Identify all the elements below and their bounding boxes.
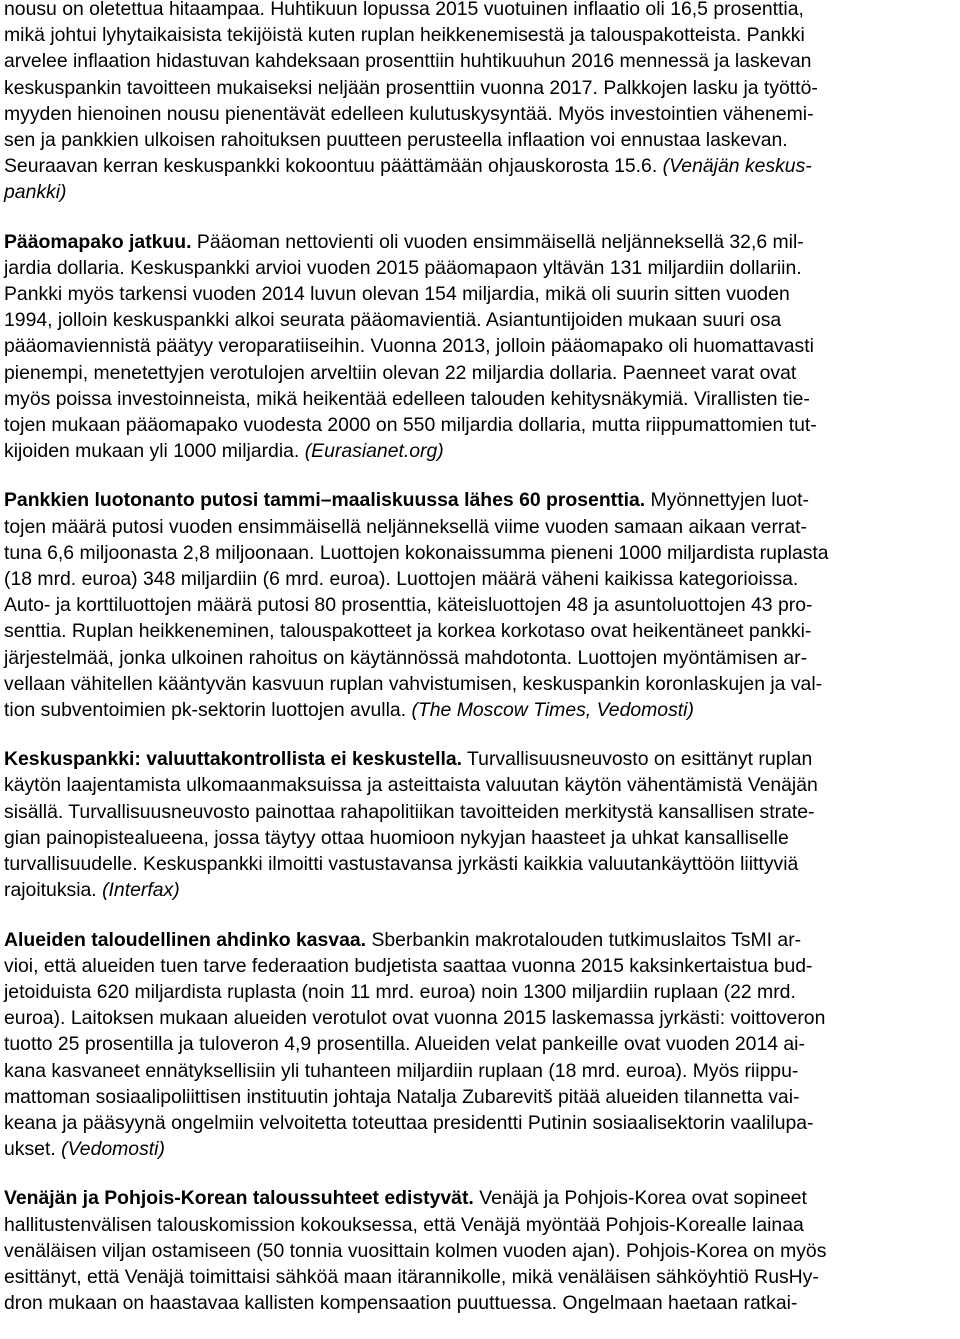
body-text: pääomaviennistä päätyy veroparatiiseihin. Vuonna 2013, jolloin pääomapako oli huomattavasti	[4, 335, 814, 358]
body-text: Auto- ja korttiluottojen määrä putosi 80 prosenttia, käteisluottojen 48 ja asuntoluottojen 43 pro-	[4, 594, 813, 617]
text-line	[4, 1031, 954, 1057]
source-citation: (Venäjän keskus-	[662, 155, 812, 178]
section-capital-flight	[4, 229, 954, 465]
text-line	[4, 1084, 954, 1110]
text-line	[4, 386, 954, 412]
section-headline: Pankkien luotonanto putosi tammi–maaliskuussa lähes 60 prosenttia.	[4, 489, 646, 512]
text-line	[4, 566, 954, 592]
body-text: Turvallisuusneuvosto on esittänyt ruplan	[462, 748, 813, 771]
body-text: myyden hienoinen nousu pienentävät edelleen kulutuskysyntää. Myös investointien vähenemi-	[4, 102, 814, 125]
body-text: hallitustenvälisen talouskomission kokouksessa, että Venäjä myöntää Pohjois-Korealle lainaa	[4, 1213, 804, 1236]
text-line	[4, 281, 954, 307]
text-line	[4, 1290, 954, 1316]
intro-paragraph	[4, 0, 954, 206]
section-currency-control	[4, 746, 954, 903]
body-text: rajoituksia.	[4, 879, 103, 902]
source-citation: (The Moscow Times, Vedomosti)	[411, 699, 694, 722]
text-line	[4, 697, 954, 723]
text-line	[4, 1185, 954, 1211]
text-line	[4, 22, 954, 48]
body-text: kijoiden mukaan yli 1000 miljardia.	[4, 440, 305, 463]
text-line	[4, 255, 954, 281]
text-line	[4, 153, 954, 179]
text-line	[4, 1212, 954, 1238]
body-text: järjestelmää, jonka ulkoinen rahoitus on käytännössä mahdotonta. Luottojen myöntämisen ar-	[4, 646, 808, 669]
text-line	[4, 1136, 954, 1162]
section-headline: Pääomapako jatkuu.	[4, 230, 192, 253]
body-text: nousu on oletettua hitaampaa. Huhtikuun lopussa 2015 vuotuinen inflaatio oli 16,5 prosenttia,	[4, 0, 804, 20]
body-text: turvallisuudelle. Keskuspankki ilmoitti vastustavansa jyrkästi kaikkia valuutankäyttöön liittyviä	[4, 853, 799, 876]
text-line	[4, 772, 954, 798]
text-line	[4, 48, 954, 74]
section-headline: Keskuspankki: valuuttakontrollista ei keskustella.	[4, 748, 463, 771]
body-text: tuotto 25 prosentilla ja tuloveron 4,9 prosentilla. Alueiden velat pankeille ovat vuoden 2014 ai-	[4, 1033, 805, 1056]
text-line	[4, 0, 954, 22]
body-text: gian painopistealueena, jossa täytyy ottaa huomioon nykyjan haasteet ja uhkat kansalliselle	[4, 826, 789, 849]
text-line	[4, 746, 954, 772]
text-line	[4, 979, 954, 1005]
text-line	[4, 438, 954, 464]
text-line	[4, 360, 954, 386]
body-text: ukset.	[4, 1138, 62, 1161]
text-line	[4, 179, 954, 205]
body-text: keskuspankin tavoitteen mukaiseksi neljään prosenttiin vuonna 2017. Palkkojen lasku ja työttö-	[4, 76, 818, 99]
text-line	[4, 487, 954, 513]
body-text: tion subventoimien pk-sektorin luottojen avulla.	[4, 699, 412, 722]
text-line	[4, 953, 954, 979]
section-north-korea-relations	[4, 1185, 954, 1316]
section-bank-lending	[4, 487, 954, 723]
body-text: keana ja pääsyynä ongelmiin velvoitetta toteuttaa presidentti Putinin sosiaalisektorin vaalilupa-	[4, 1111, 814, 1134]
section-regional-finances	[4, 927, 954, 1163]
body-text: senttia. Ruplan heikkeneminen, talouspakotteet ja korkea korkotaso ovat heikentäneet pankki-	[4, 620, 812, 643]
text-line	[4, 592, 954, 618]
body-text: kana kasvaneet ennätyksellisiin yli tuhanteen miljardiin ruplaan (18 mrd. euroa). Myös riippu-	[4, 1059, 799, 1082]
text-line	[4, 333, 954, 359]
text-line	[4, 127, 954, 153]
body-text: vellaan vähitellen kääntyvän kasvuun ruplan vahvistumisen, keskuspankin koronlaskujen ja val-	[4, 672, 823, 695]
body-text: Seuraavan kerran keskuspankki kokoontuu päättämään ohjauskorosta 15.6.	[4, 155, 663, 178]
body-text: mattoman sosiaalipoliittisen instituutin johtaja Natalja Zubarevitš pitää alueiden tilannetta vai-	[4, 1085, 800, 1108]
text-line	[4, 1110, 954, 1136]
body-text: arvelee inflaation hidastuvan kahdeksaan prosenttiin huhtikuuhun 2016 mennessä ja laskevan	[4, 50, 812, 73]
section-headline: Venäjän ja Pohjois-Korean taloussuhteet edistyvät.	[4, 1187, 474, 1210]
body-text: venäläisen viljan ostamiseen (50 tonnia vuosittain kolmen vuoden ajan). Pohjois-Korea on myös	[4, 1239, 827, 1262]
text-line	[4, 412, 954, 438]
text-line	[4, 799, 954, 825]
document-page	[4, 0, 954, 1339]
section-headline: Alueiden taloudellinen ahdinko kasvaa.	[4, 928, 367, 951]
body-text: Pääoman nettovienti oli vuoden ensimmäisellä neljänneksellä 32,6 mil-	[191, 230, 804, 253]
body-text: jetoiduista 620 miljardista ruplasta (noin 11 mrd. euroa) noin 1300 miljardiin ruplaan (22 mrd.	[4, 980, 796, 1003]
text-line	[4, 75, 954, 101]
body-text: dron mukaan on haastavaa kallisten kompensaation puuttuessa. Ongelmaan haetaan ratkai-	[4, 1292, 798, 1315]
body-text: 1994, jolloin keskuspankki alkoi seurata pääomavientiä. Asiantuntijoiden mukaan suuri osa	[4, 309, 782, 332]
body-text: Myönnettyjen luot-	[645, 489, 809, 512]
source-citation: pankki)	[4, 181, 67, 204]
body-text: tojen määrä putosi vuoden ensimmäisellä neljänneksellä viime vuoden samaan aikaan verrat-	[4, 515, 807, 538]
body-text: käytön laajentamista ulkomaanmaksuissa ja asteittaista valuutan käytön vähentämistä Venäjän	[4, 774, 818, 797]
text-line	[4, 1058, 954, 1084]
body-text: sisällä. Turvallisuusneuvosto painottaa rahapolitiikan tavoitteiden merkitystä kansallisen strate-	[4, 800, 815, 823]
text-line	[4, 671, 954, 697]
body-text: tuna 6,6 miljoonasta 2,8 miljoonaan. Luottojen kokonaissumma pieneni 1000 miljardista ruplasta	[4, 541, 829, 564]
text-line	[4, 1264, 954, 1290]
body-text: vioi, että alueiden tuen tarve federaation budjetista saattaa vuonna 2015 kaksinkertaistua bud-	[4, 954, 813, 977]
text-line	[4, 851, 954, 877]
body-text: tojen mukaan pääomapako vuodesta 2000 on 550 miljardia dollaria, mutta riippumattomien tut-	[4, 414, 817, 437]
text-line	[4, 927, 954, 953]
body-text: esittänyt, että Venäjä toimittaisi sähköä maan itärannikolle, mikä venäläisen sähköyhtiö RusHy-	[4, 1265, 819, 1288]
body-text: pienempi, menetettyjen verotulojen arveltiin olevan 22 miljardia dollaria. Paenneet varat ovat	[4, 361, 797, 384]
body-text: euroa). Laitoksen mukaan alueiden verotulot ovat vuonna 2015 laskemassa jyrkästi: voittoveron	[4, 1007, 826, 1030]
text-line	[4, 645, 954, 671]
text-line	[4, 1005, 954, 1031]
source-citation: (Interfax)	[102, 879, 180, 902]
text-line	[4, 1238, 954, 1264]
body-text: Venäjä ja Pohjois-Korea ovat sopineet	[473, 1187, 807, 1210]
body-text: myös poissa investoinneista, mikä heikentää edelleen talouden kehitysnäkymiä. Virallisten tie-	[4, 387, 810, 410]
text-line	[4, 877, 954, 903]
text-line	[4, 825, 954, 851]
body-text: (18 mrd. euroa) 348 miljardiin (6 mrd. euroa). Luottojen määrä väheni kaikissa kategorioissa.	[4, 568, 799, 591]
source-citation: (Vedomosti)	[61, 1138, 165, 1161]
body-text: Sberbankin makrotalouden tutkimuslaitos TsMI ar-	[366, 928, 802, 951]
body-text: Pankki myös tarkensi vuoden 2014 luvun olevan 154 miljardia, mikä oli suurin sitten vuoden	[4, 283, 790, 306]
text-line	[4, 307, 954, 333]
text-line	[4, 229, 954, 255]
body-text: mikä johtui lyhytaikaisista tekijöistä kuten ruplan heikkenemisestä ja talouspakotteista. Pankki	[4, 24, 805, 47]
text-line	[4, 514, 954, 540]
text-line	[4, 101, 954, 127]
body-text: jardia dollaria. Keskuspankki arvioi vuoden 2015 pääomapaon yltävän 131 miljardiin dollariin.	[4, 256, 802, 279]
text-line	[4, 618, 954, 644]
body-text: sen ja pankkien ulkoisen rahoituksen puutteen perusteella inflaation voi ennustaa laskevan.	[4, 129, 788, 152]
text-line	[4, 540, 954, 566]
source-citation: (Eurasianet.org)	[304, 440, 444, 463]
